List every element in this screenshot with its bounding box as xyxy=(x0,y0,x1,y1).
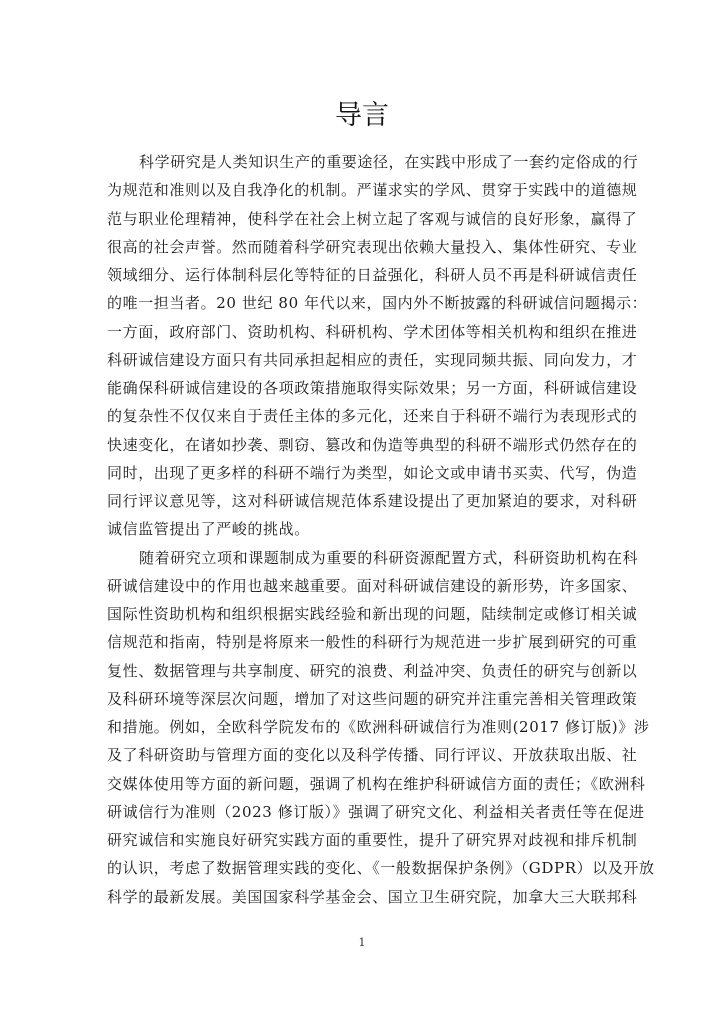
text-line: 同行评议意见等，这对科研诚信规范体系建设提出了更加紧迫的要求，对科研 xyxy=(107,492,638,510)
text-line: 科学研究是人类知识生产的重要途径，在实践中形成了一套约定俗成的行 xyxy=(139,153,639,171)
page-title: 导言 xyxy=(335,100,389,131)
text-line: 诚信监管提出了严峻的挑战。 xyxy=(107,520,310,539)
text-line: 及科研环境等深层次问题，增加了对这些问题的研究并注重完善相关管理政策 xyxy=(107,689,638,708)
text-line: 研诚信建设中的作用也越来越重要。面对科研诚信建设的新形势，许多国家、 xyxy=(107,576,638,595)
text-line: 交媒体使用等方面的新问题，强调了机构在维护科研诚信方面的责任；《欧洲科 xyxy=(107,774,646,793)
text-line: 复性、数据管理与共享制度、研究的浪费、利益冲突、负责任的研究与创新以 xyxy=(107,661,638,680)
text-line: 的唯一担当者。20 世纪 80 年代以来，国内外不断披露的科研诚信问题揭示： xyxy=(107,294,648,313)
text-line: 的复杂性不仅仅来自于责任主体的多元化，还来自于科研不端行为表现形式的 xyxy=(107,407,638,426)
text-line: 及了科研资助与管理方面的变化以及科学传播、同行评议、开放获取出版、社 xyxy=(107,746,638,765)
text-line: 范与职业伦理精神，使科学在社会上树立起了客观与诚信的良好形象，赢得了 xyxy=(107,209,638,228)
text-line: 随着研究立项和课题制成为重要的科研资源配置方式，科研资助机构在科 xyxy=(139,548,639,567)
text-line: 研究诚信和实施良好研究实践方面的重要性，提升了研究界对歧视和排斥机制 xyxy=(107,831,638,849)
text-line: 的认识，考虑了数据管理实践的变化、《一般数据保护条例》（GDPR）以及开放 xyxy=(107,859,655,878)
text-line: 和措施。例如，全欧科学院发布的《欧洲科研诚信行为准则(2017 修订版)》涉 xyxy=(107,718,650,736)
text-line: 研诚信行为准则（2023 修订版）》强调了研究文化、利益相关者责任等在促进 xyxy=(107,802,645,821)
text-line: 科研诚信建设方面只有共同承担起相应的责任，实现同频共振、同向发力，才 xyxy=(107,350,638,369)
text-line: 快速变化，在诸如抄袭、剽窃、篡改和伪造等典型的科研不端形式仍然存在的 xyxy=(107,435,638,454)
page-number: 1 xyxy=(358,936,366,949)
document-body xyxy=(107,148,655,911)
text-line: 能确保科研诚信建设的各项政策措施取得实际效果；另一方面，科研诚信建设 xyxy=(107,379,638,397)
paragraph xyxy=(107,148,648,544)
text-line: 科学的最新发展。美国国家科学基金会、国立卫生研究院，加拿大三大联邦科 xyxy=(107,887,638,906)
text-line: 领域细分、运行体制科层化等特征的日益强化，科研人员不再是科研诚信责任 xyxy=(107,266,638,284)
text-line: 同时，出现了更多样的科研不端行为类型，如论文或申请书买卖、代写，伪造 xyxy=(107,463,638,482)
text-line: 国际性资助机构和组织根据实践经验和新出现的问题，陆续制定或修订相关诚 xyxy=(107,605,638,623)
text-line: 信规范和指南，特别是将原来一般性的科研行为规范进一步扩展到研究的可重 xyxy=(107,633,638,652)
text-line: 一方面，政府部门、资助机构、科研机构、学术团体等相关机构和组织在推进 xyxy=(107,322,638,341)
paragraph xyxy=(107,544,655,911)
text-line: 为规范和准则以及自我净化的机制。严谨求实的学风、贯穿于实践中的道德规 xyxy=(107,181,638,200)
text-line: 很高的社会声誉。然而随着科学研究表现出依赖大量投入、集体性研究、专业 xyxy=(107,237,638,256)
